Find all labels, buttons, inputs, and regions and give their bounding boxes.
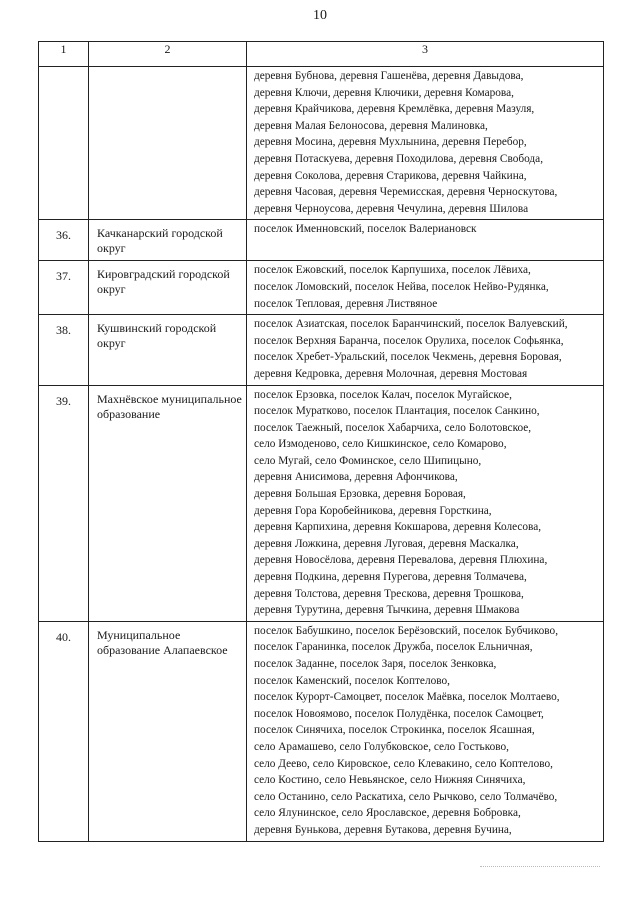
settlements-list bbox=[247, 220, 604, 261]
settlements-line: село Костино, село Невьянское, село Нижняя Синячиха, bbox=[254, 774, 526, 787]
settlements-table bbox=[38, 41, 604, 842]
settlements-line: поселок Именновский, поселок Валериановск bbox=[254, 223, 477, 236]
settlements-line: деревня Бубнова, деревня Гашенёва, деревня Давыдова, bbox=[254, 70, 524, 82]
settlements-list bbox=[247, 261, 604, 315]
settlements-line: деревня Бунькова, деревня Бутакова, деревня Бучина, bbox=[254, 823, 512, 836]
table-row bbox=[39, 261, 604, 315]
row-number: 39. bbox=[39, 385, 89, 621]
settlements-line: деревня Анисимова, деревня Афончикова, bbox=[254, 471, 458, 484]
settlements-line: поселок Азиатская, поселок Баранчинский, поселок Валуевский, bbox=[254, 318, 568, 331]
settlements-line: поселок Хребет-Уральский, поселок Чекмень, деревня Боровая, bbox=[254, 351, 562, 364]
settlements-line: поселок Ежовский, поселок Карпушиха, поселок Лёвиха, bbox=[254, 264, 531, 277]
settlements-line: село Деево, село Кировское, село Клевакино, село Коптелово, bbox=[254, 757, 553, 770]
settlements-line: деревня Турутина, деревня Тычкина, деревня Шмакова bbox=[254, 604, 520, 617]
settlements-line: деревня Толстова, деревня Трескова, деревня Трошкова, bbox=[254, 587, 524, 600]
settlements-line: поселок Новоямово, поселок Полудёнка, поселок Самоцвет, bbox=[254, 707, 544, 720]
settlements-line: деревня Кедровка, деревня Молочная, деревня Мостовая bbox=[254, 367, 528, 380]
settlements-line: поселок Гаранинка, поселок Дружба, поселок Ельничная, bbox=[254, 641, 533, 654]
settlements-line: деревня Карпихина, деревня Кокшарова, деревня Колесова, bbox=[254, 521, 542, 534]
column-header-2: 2 bbox=[89, 42, 247, 67]
settlements-line: село Останино, село Раскатиха, село Рычково, село Толмачёво, bbox=[254, 790, 558, 803]
column-header-1: 1 bbox=[39, 42, 89, 67]
settlements-line: поселок Ломовский, поселок Нейва, поселок Нейво-Рудянка, bbox=[254, 280, 549, 293]
settlements-line: деревня Соколова, деревня Старикова, деревня Чайкина, bbox=[254, 169, 527, 182]
settlements-line: деревня Ложкина, деревня Луговая, деревня Маскалка, bbox=[254, 537, 519, 550]
settlements-line: поселок Муратково, поселок Плантация, поселок Санкино, bbox=[254, 405, 540, 418]
settlements-line: поселок Заданне, поселок Заря, поселок Зенковка, bbox=[254, 658, 497, 670]
settlements-line: деревня Черноусова, деревня Чечулина, деревня Шилова bbox=[254, 202, 529, 215]
table-header-row bbox=[39, 42, 604, 67]
municipality-name: Качканарский городской округ bbox=[89, 220, 247, 261]
settlements-line: село Ялунинское, село Ярославское, деревня Бобровка, bbox=[254, 807, 521, 820]
settlements-list bbox=[247, 621, 604, 841]
settlements-line: деревня Крайчикова, деревня Кремлёвка, деревня Мазуля, bbox=[254, 103, 535, 116]
settlements-list bbox=[247, 315, 604, 385]
municipality-name: Кушвинский городской округ bbox=[89, 315, 247, 385]
settlements-list bbox=[247, 385, 604, 621]
settlements-line: деревня Малая Белоносова, деревня Малиновка, bbox=[254, 119, 488, 132]
municipality-name bbox=[89, 67, 247, 220]
municipality-name: Махнёвское муниципальное образование bbox=[89, 385, 247, 621]
scan-artifact bbox=[480, 866, 600, 868]
settlements-line: село Мугай, село Фоминское, село Шипицыно, bbox=[254, 454, 482, 467]
table-row bbox=[39, 220, 604, 261]
settlements-list bbox=[247, 67, 604, 220]
settlements-line: поселок Таежный, поселок Хабарчиха, село Болотовское, bbox=[254, 421, 532, 434]
municipality-name: Муниципальное образование Алапаевское bbox=[89, 621, 247, 841]
settlements-line: деревня Новосёлова, деревня Перевалова, деревня Плюхина, bbox=[254, 554, 548, 567]
row-number: 38. bbox=[39, 315, 89, 385]
settlements-line: деревня Гора Коробейникова, деревня Горсткина, bbox=[254, 504, 492, 517]
table-row bbox=[39, 67, 604, 220]
table-row bbox=[39, 385, 604, 621]
settlements-line: поселок Верхняя Баранча, поселок Орулиха, поселок Софьянка, bbox=[254, 334, 564, 347]
settlements-line: поселок Бабушкино, поселок Берёзовский, поселок Бубчиково, bbox=[254, 624, 559, 637]
settlements-line: поселок Синячиха, поселок Строкинка, поселок Ясашная, bbox=[254, 724, 535, 737]
table-row bbox=[39, 621, 604, 841]
settlements-line: деревня Большая Ерзовка, деревня Боровая, bbox=[254, 488, 466, 501]
row-number: 36. bbox=[39, 220, 89, 261]
table-row bbox=[39, 315, 604, 385]
column-header-3: 3 bbox=[247, 42, 604, 67]
settlements-line: поселок Ерзовка, поселок Калач, поселок Мугайское, bbox=[254, 388, 512, 401]
settlements-line: деревня Ключи, деревня Ключики, деревня Комарова, bbox=[254, 86, 514, 99]
settlements-line: деревня Мосина, деревня Мухлынина, деревня Перебор, bbox=[254, 136, 527, 149]
settlements-line: село Арамашево, село Голубковское, село Гостьково, bbox=[254, 740, 509, 753]
municipality-name: Кировградский городской округ bbox=[89, 261, 247, 315]
settlements-line: поселок Каменский, поселок Коптелово, bbox=[254, 674, 450, 687]
settlements-line: деревня Подкина, деревня Пурегова, деревня Толмачева, bbox=[254, 571, 527, 584]
row-number: 37. bbox=[39, 261, 89, 315]
row-number bbox=[39, 67, 89, 220]
settlements-line: деревня Потаскуева, деревня Походилова, деревня Свобода, bbox=[254, 152, 544, 165]
settlements-line: деревня Часовая, деревня Черемисская, деревня Черноскутова, bbox=[254, 186, 558, 199]
row-number: 40. bbox=[39, 621, 89, 841]
settlements-line: поселок Тепловая, деревня Листвяное bbox=[254, 297, 438, 310]
settlements-line: село Измоденово, село Кишкинское, село Комарово, bbox=[254, 438, 507, 451]
settlements-line: поселок Курорт-Самоцвет, поселок Маёвка, поселок Молтаево, bbox=[254, 691, 560, 704]
page-number: 10 bbox=[313, 8, 327, 23]
